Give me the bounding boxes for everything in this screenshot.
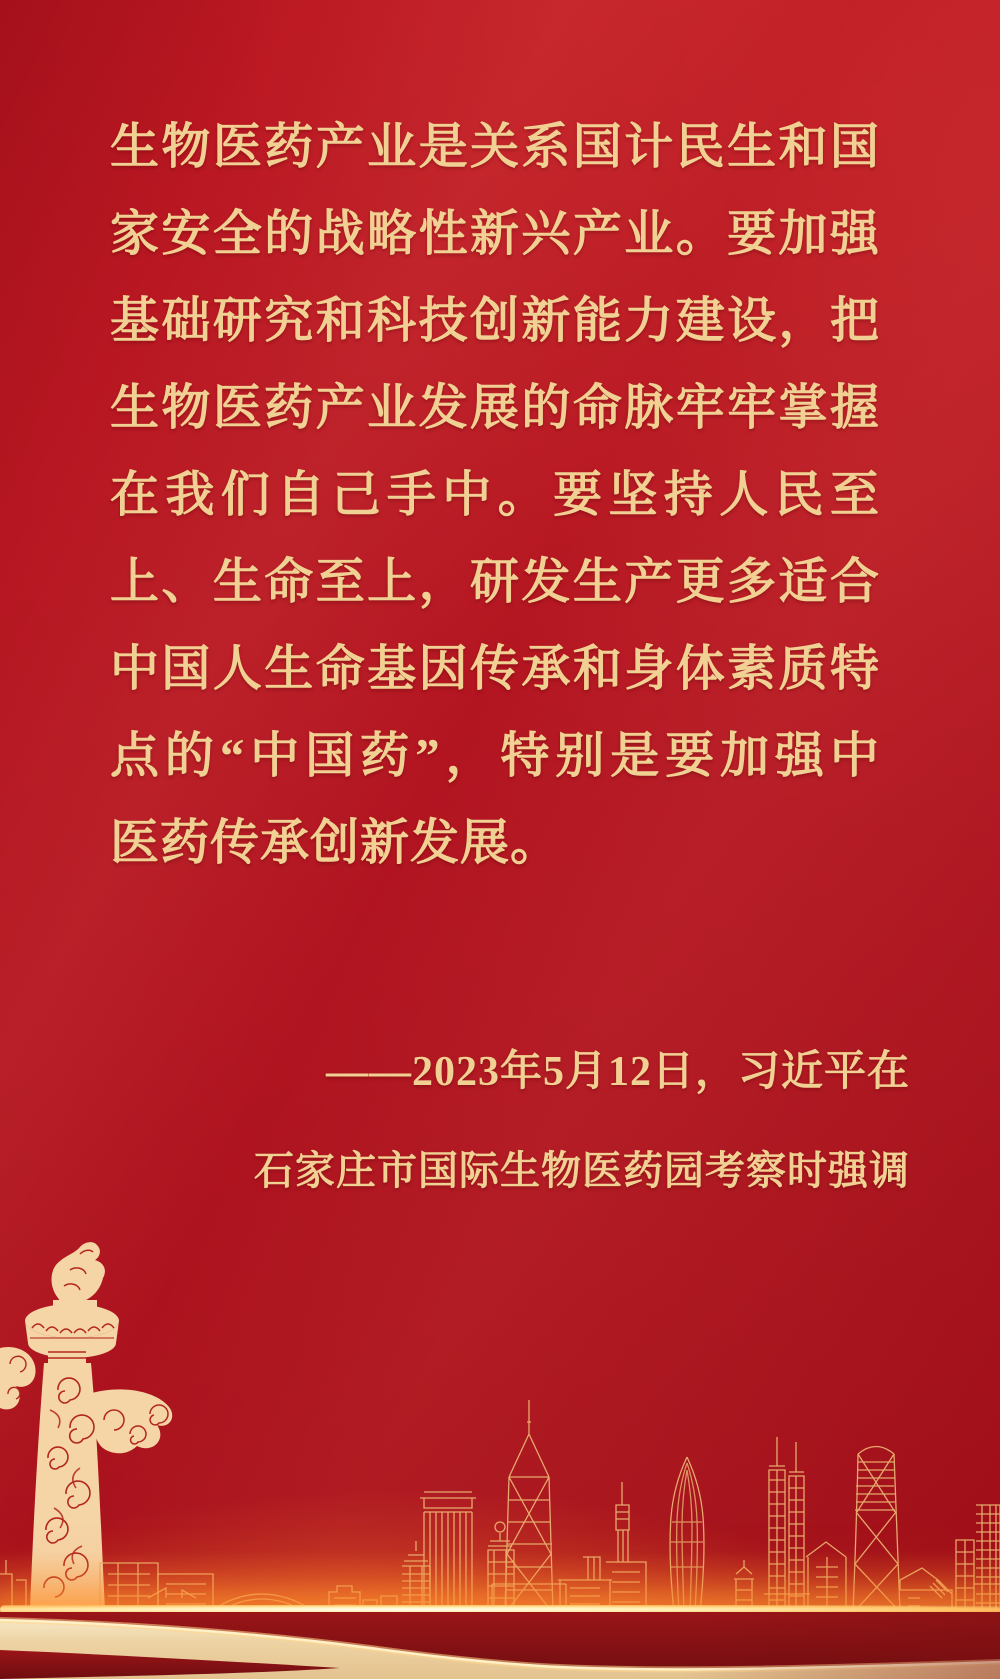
huabiao-dew-plate — [25, 1304, 119, 1364]
quote-text-block — [110, 103, 880, 886]
quote-line: 生物医药产业发展的命脉牢牢掌握 — [110, 380, 880, 435]
huabiao-cloud-wing-right — [88, 1389, 172, 1453]
city-skyline-icon — [0, 1322, 1000, 1614]
horizon-glow-halo — [0, 1552, 1000, 1608]
attribution-date-line: ——2023年5月12日，习近平在 — [325, 1049, 910, 1095]
quote-line: 医药传承创新发展。 — [110, 815, 561, 870]
quote-line: 点的“中国药”，特别是要加强中 — [110, 728, 880, 783]
quote-line: 生物医药产业是关系国计民生和国 — [110, 119, 880, 174]
huabiao-beast — [51, 1242, 104, 1309]
bottom-dark-band — [0, 1612, 1000, 1679]
curved-road-icon — [0, 1612, 1000, 1679]
huabiao-pillar-icon — [0, 1158, 185, 1612]
quote-line: 上、生命至上，研发生产更多适合 — [110, 554, 880, 609]
attribution-block — [254, 1048, 910, 1194]
attribution-source-line: 石家庄市国际生物医药园考察时强调 — [254, 1148, 910, 1193]
road-left-shadow — [0, 1650, 340, 1679]
horizon-glow-line — [0, 1605, 1000, 1614]
sunset-halo — [0, 1450, 1000, 1612]
huabiao-cloud-wing-left — [0, 1347, 36, 1409]
road-surface — [0, 1620, 1000, 1679]
quote-line: 中国人生命基因传承和身体素质特 — [110, 641, 880, 696]
road-edge-highlight-core — [0, 1620, 1000, 1669]
quote-line: 基础研究和科技创新能力建设，把 — [110, 293, 880, 348]
huabiao-column — [30, 1363, 105, 1610]
road-edge-highlight — [0, 1620, 1000, 1669]
quote-line: 在我们自己手中。要坚持人民至 — [110, 467, 880, 522]
quote-line: 家安全的战略性新兴产业。要加强 — [110, 206, 880, 261]
road-right-shade — [0, 1612, 1000, 1679]
